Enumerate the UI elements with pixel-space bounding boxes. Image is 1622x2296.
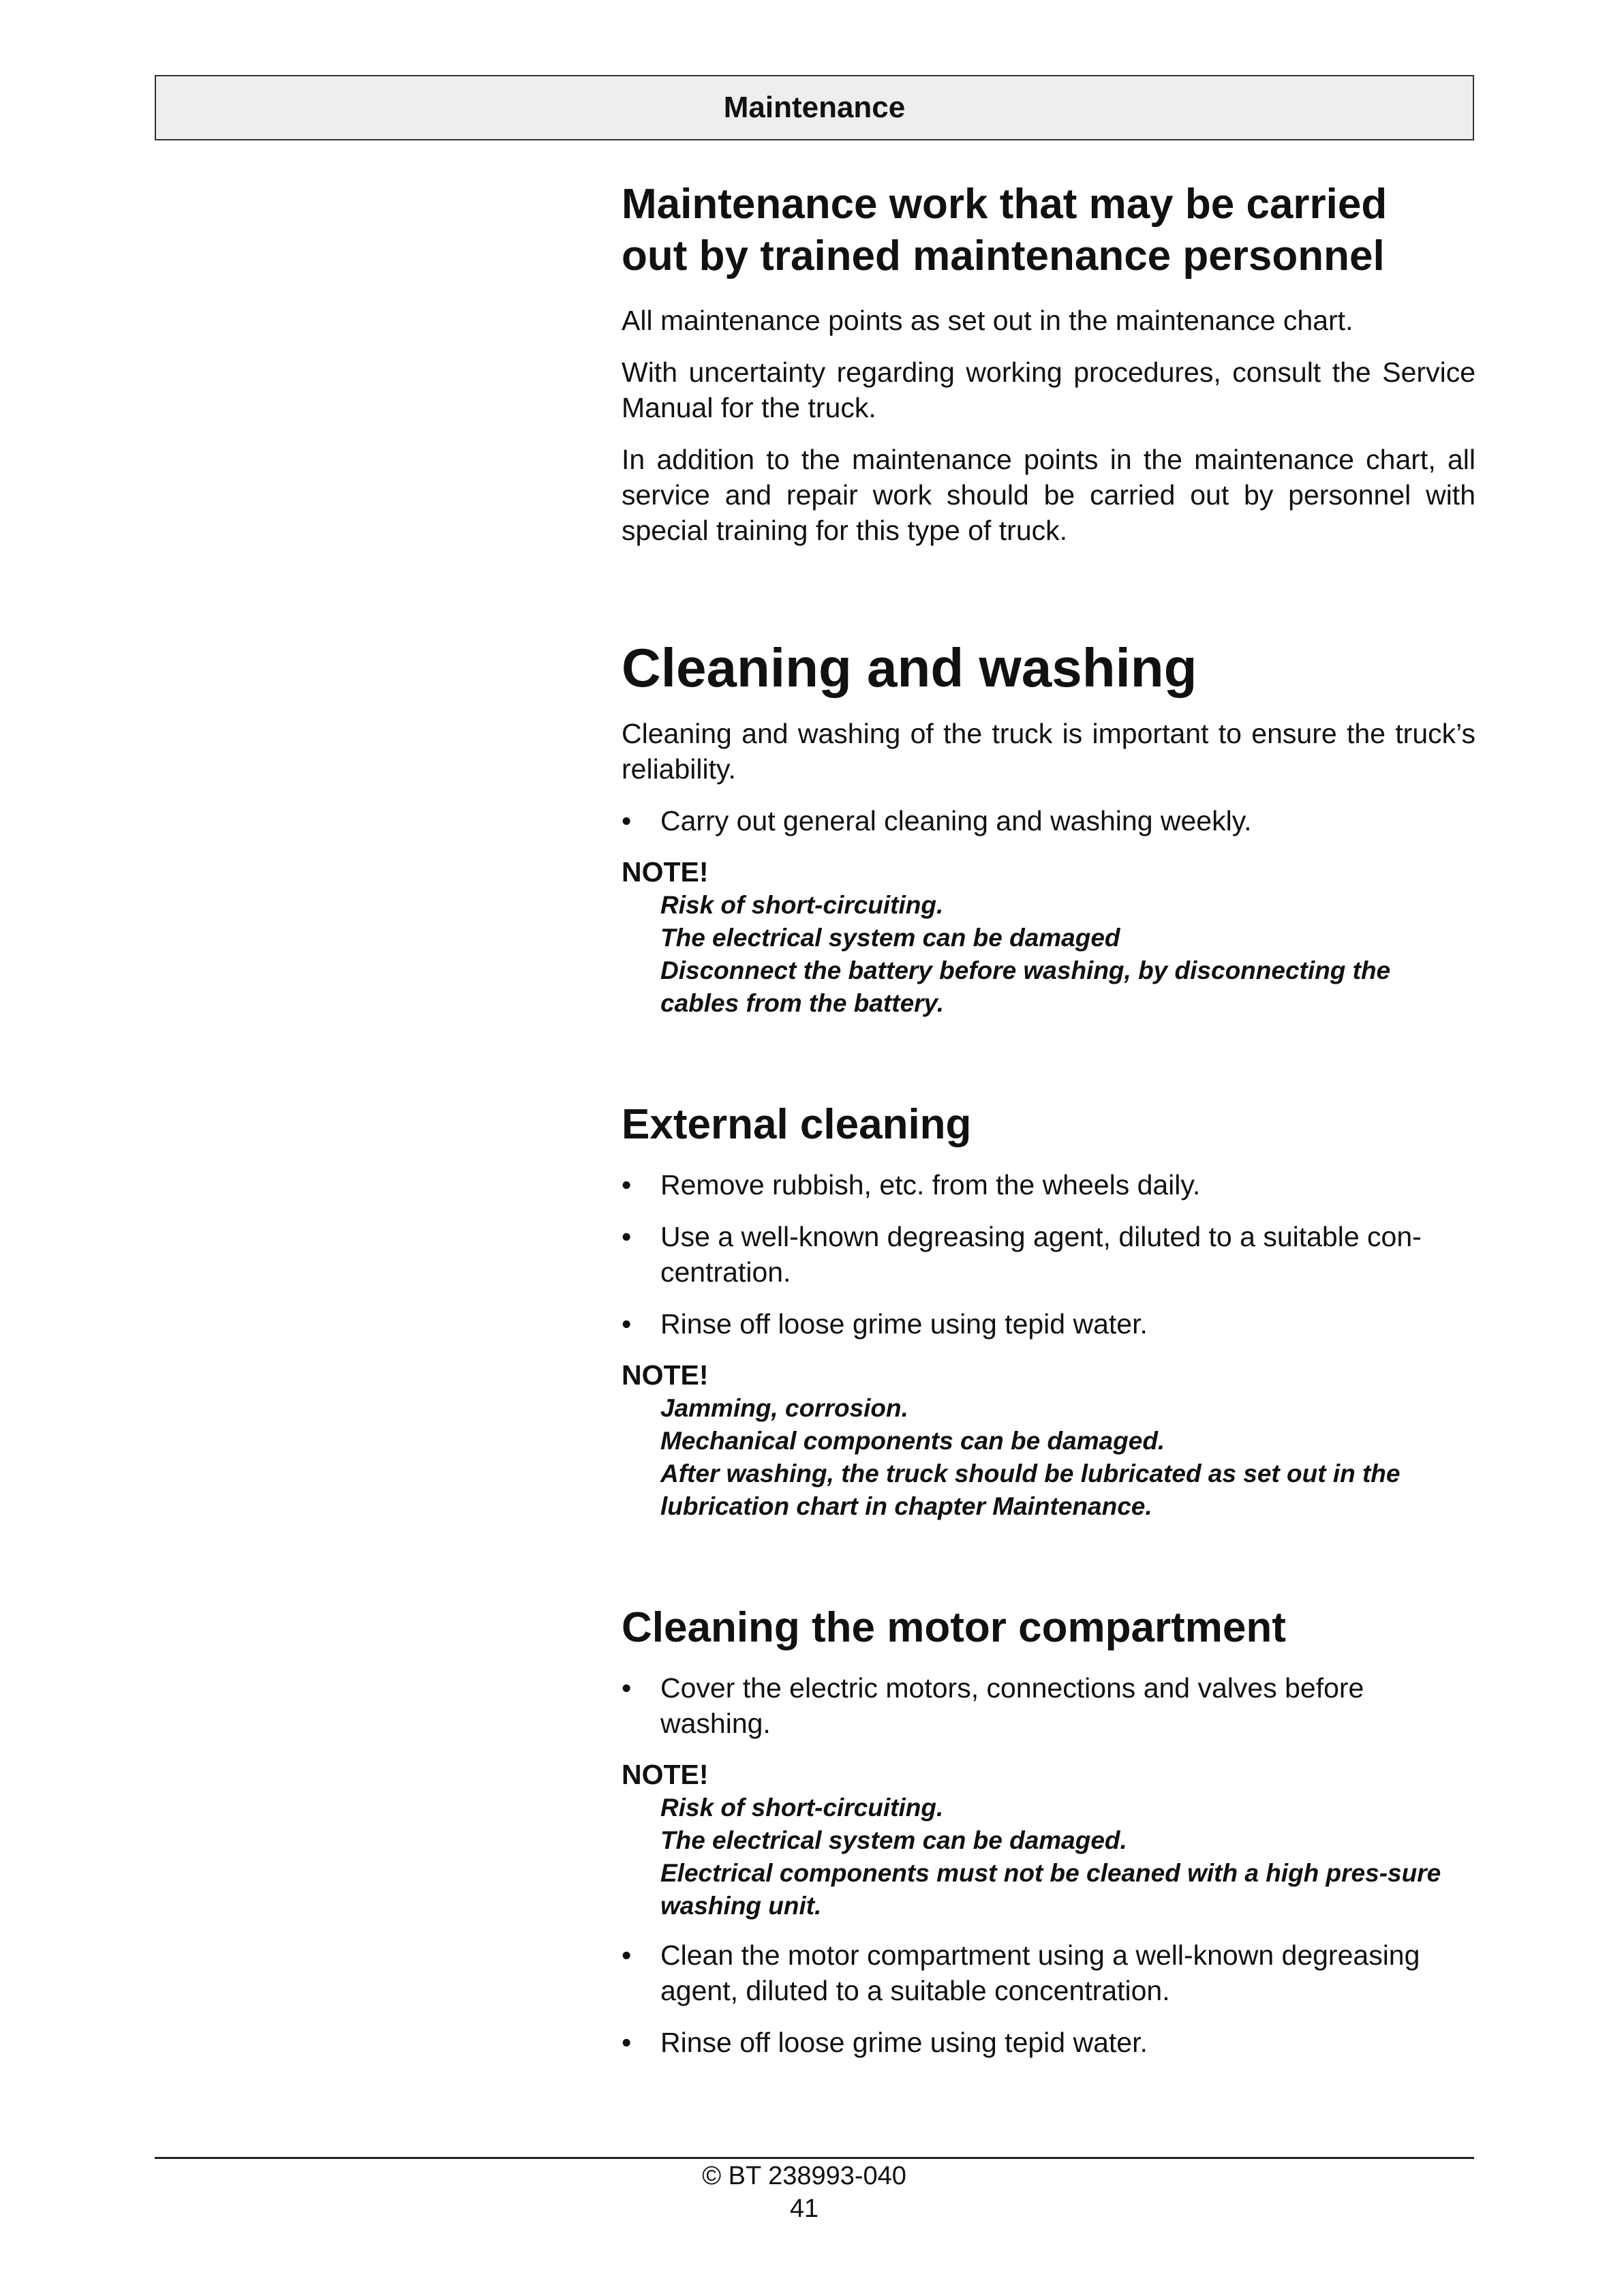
bullet-list <box>622 1167 1475 1342</box>
note-label: NOTE! <box>622 1759 709 1790</box>
note-line: Electrical components must not be cleaned with a high pres-sure washing unit. <box>660 1859 1441 1920</box>
bullet-list <box>622 803 1475 839</box>
note-line: Disconnect the battery before washing, by disconnecting the cables from the battery. <box>660 956 1391 1017</box>
note-line: The electrical system can be damaged. <box>660 1826 1127 1854</box>
list-item-text: Rinse off loose grime using tepid water. <box>660 2027 1148 2058</box>
paragraph: In addition to the maintenance points in the maintenance chart, all service and repair work should be carried out by personnel with special training for this type of truck. <box>622 444 1475 546</box>
note-text <box>622 889 1475 1020</box>
list-item-text: Clean the motor compartment using a well-known degreasing agent, diluted to a suitable concentration. <box>660 1939 1420 2006</box>
page-header <box>155 75 1474 140</box>
list-item-text: Remove rubbish, etc. from the wheels daily. <box>660 1169 1201 1200</box>
paragraph: With uncertainty regarding working procedures, consult the Service Manual for the truck. <box>622 357 1475 423</box>
note-line: Risk of short-circuiting. <box>660 891 944 919</box>
list-item <box>622 2025 1475 2060</box>
bullet-icon: • <box>622 1672 632 1704</box>
header-title: Maintenance <box>723 91 906 124</box>
bullet-icon: • <box>622 1308 632 1340</box>
bullet-list <box>622 1670 1475 1741</box>
note-line: After washing, the truck should be lubricated as set out in the lubrication chart in chapter Maintenance. <box>660 1460 1401 1520</box>
note-line: Jamming, corrosion. <box>660 1394 908 1422</box>
section-title-external-cleaning: External cleaning <box>622 1101 972 1148</box>
bullet-icon: • <box>622 1939 632 1971</box>
note-label: NOTE! <box>622 856 709 888</box>
paragraph: Cleaning and washing of the truck is important to ensure the truck’s reliability. <box>622 718 1475 785</box>
paragraph: All maintenance points as set out in the maintenance chart. <box>622 305 1353 336</box>
list-item-text: Rinse off loose grime using tepid water. <box>660 1308 1148 1340</box>
note-line: Risk of short-circuiting. <box>660 1794 944 1822</box>
list-item-text: Use a well-known degreasing agent, diluted to a suitable con-centration. <box>660 1221 1422 1288</box>
note-label: NOTE! <box>622 1359 709 1391</box>
page-footer <box>613 2160 995 2225</box>
note-text <box>622 1392 1475 1523</box>
list-item <box>622 1670 1475 1741</box>
main-content <box>622 179 1475 2076</box>
note-line: The electrical system can be damaged <box>660 924 1120 952</box>
section-title-motor-compartment: Cleaning the motor compartment <box>622 1604 1286 1651</box>
list-item-text: Carry out general cleaning and washing weekly. <box>660 805 1252 836</box>
list-item <box>622 803 1475 839</box>
list-item-text: Cover the electric motors, connections and valves before washing. <box>660 1672 1364 1739</box>
list-item <box>622 1937 1475 2008</box>
list-item <box>622 1306 1475 1342</box>
bullet-icon: • <box>622 2027 632 2058</box>
copyright-text: © BT 238993-040 <box>702 2162 906 2190</box>
note-text <box>622 1792 1475 1922</box>
bullet-icon: • <box>622 1169 632 1200</box>
note-line: Mechanical components can be damaged. <box>660 1427 1165 1455</box>
bullet-icon: • <box>622 805 632 836</box>
bullet-icon: • <box>622 1221 632 1252</box>
section-title-line-1: Maintenance work that may be carried <box>622 181 1388 228</box>
footer-divider <box>155 2157 1474 2159</box>
page-number: 41 <box>789 2194 819 2223</box>
list-item <box>622 1219 1475 1290</box>
section-title-maintenance-work <box>622 179 1475 282</box>
bullet-list <box>622 1937 1475 2060</box>
section-title-cleaning-washing: Cleaning and washing <box>622 637 1197 698</box>
list-item <box>622 1167 1475 1203</box>
section-title-line-2: out by trained maintenance personnel <box>622 232 1385 280</box>
